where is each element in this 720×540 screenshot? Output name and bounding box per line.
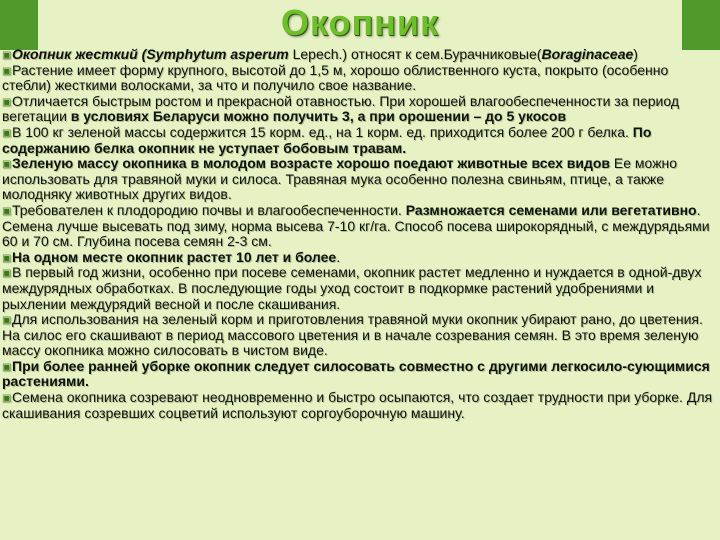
paragraph-text: Требователен к плодородию почвы и влагообеспеченности. <box>12 201 406 218</box>
paragraph-text: Семена окопника созревают неодновременно и быстро осыпаются, что создает трудности при уборке. Для скашивания созревших соцветий используют соргоуборочную машину. <box>2 389 713 421</box>
square-bullet-icon: ▣ <box>2 393 12 405</box>
paragraph-text: . Семена лучше высевать под зиму, норма высева 7-10 кг/га. Способ посева широкорядный, с междурядьями 60 и 70 см. Глубина посева семян 2-3 см. <box>2 201 710 250</box>
paragraph-text: В 100 кг зеленой массы содержится 15 корм. ед., на 1 корм. ед. приходится более 200 г белка. <box>12 123 633 140</box>
paragraph-text: относят к сем.Бурачниковые( <box>350 46 542 62</box>
paragraph-text: (Symphytum asperum <box>141 46 293 62</box>
paragraph-text: Окопник жесткий <box>12 46 142 62</box>
paragraph-text: Растение имеет форму крупного, высотой до 1,5 м, хорошо облиственного куста, покрыто (особенно стебли) жесткими волосками, за что и получило свое название. <box>2 61 669 94</box>
bullet-paragraph <box>2 125 718 156</box>
square-bullet-icon: ▣ <box>2 315 12 327</box>
square-bullet-icon: ▣ <box>2 65 12 77</box>
square-bullet-icon: ▣ <box>2 268 12 280</box>
bullet-paragraph <box>2 390 718 421</box>
paragraph-text: в условиях Беларуси можно получить 3, а при орошении – до 5 укосов <box>70 108 567 125</box>
paragraph-text: Lepech.) <box>292 46 351 62</box>
paragraph-text: На одном месте окопник растет 10 лет и более <box>12 248 337 265</box>
paragraph-text: Зеленую массу окопника в молодом возрасте хорошо поедают животные всех видов <box>12 155 611 172</box>
paragraph-text: ) <box>633 46 638 62</box>
paragraph-text: По содержанию белка окопник не уступает бобовым травам. <box>2 123 652 156</box>
square-bullet-icon: ▣ <box>2 159 12 171</box>
bullet-paragraph <box>2 203 718 250</box>
paragraph-text: Ее можно использовать для травяной муки и силоса. Травяная мука особенно полезна свиньям, птице, а также молодняку животных других видов. <box>2 155 678 203</box>
bullet-paragraph <box>2 265 718 312</box>
square-bullet-icon: ▣ <box>2 361 12 373</box>
paragraph-text: При более ранней уборке окопник следует силосовать совместно с другими легкосило-сующимися растениями. <box>2 357 710 390</box>
bullet-paragraph <box>2 63 718 94</box>
bullet-paragraph <box>2 47 718 63</box>
paragraph-text: Отличается быстрым ростом и прекрасной отавностью. При хорошей влагообеспеченности за период вегетации <box>2 92 679 125</box>
paragraph-text: Boraginaceae <box>541 46 634 62</box>
square-bullet-icon: ▣ <box>2 96 12 108</box>
paragraph-text: Для использования на зеленый корм и приготовления травяной муки окопник убирают рано, до цветения. На силос его скашивают в период массового цветения и в начале созревания семян. В это время зеленую массу окопника можно силосовать в чистом виде. <box>2 311 703 359</box>
slide-title: Окопник <box>280 2 440 43</box>
paragraph-text: . <box>336 248 341 265</box>
square-bullet-icon: ▣ <box>2 127 12 139</box>
square-bullet-icon: ▣ <box>2 50 12 61</box>
square-bullet-icon: ▣ <box>2 252 12 264</box>
slide-body <box>2 47 718 421</box>
bullet-paragraph <box>2 94 718 125</box>
bullet-paragraph <box>2 156 718 203</box>
paragraph-text: В первый год жизни, особенно при посеве семенами, окопник растет медленно и нуждается в одной-двух междурядных обработках. В последующие годы уход состоит в подкормке растений удобрениями и рыхлении междурядий весной и после скашивания. <box>2 264 702 312</box>
paragraph-text: Размножается семенами или вегетативно <box>405 201 697 218</box>
bullet-paragraph <box>2 312 718 359</box>
bullet-paragraph <box>2 359 718 390</box>
bullet-paragraph <box>2 250 718 266</box>
square-bullet-icon: ▣ <box>2 205 12 217</box>
